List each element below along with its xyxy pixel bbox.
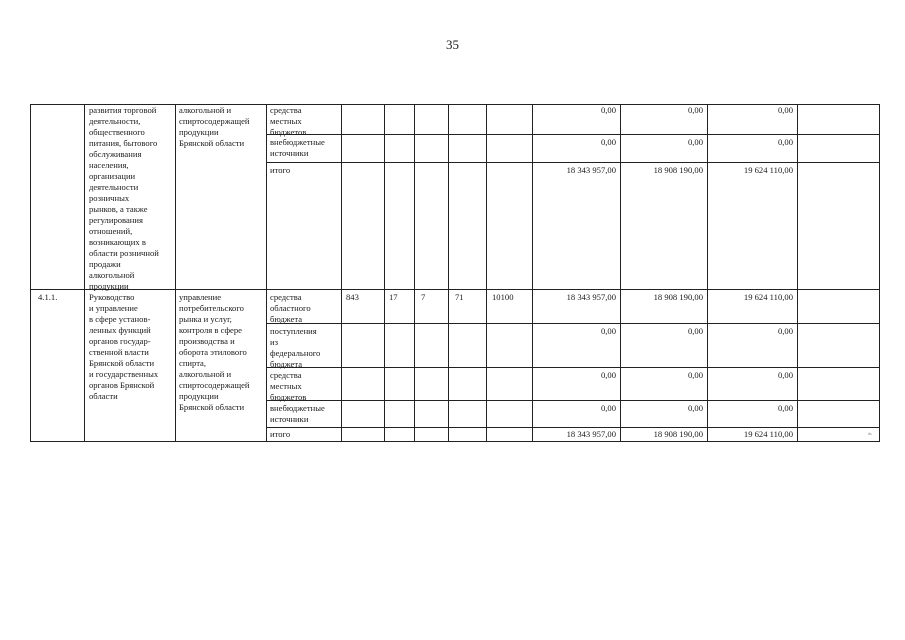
amount-year1: 0,00 [600, 403, 616, 413]
col-divider [384, 104, 385, 442]
col-divider [84, 104, 85, 442]
col-divider [414, 104, 415, 442]
col-divider [30, 104, 31, 442]
amount-year3: 19 624 110,00 [743, 165, 793, 175]
funding-source-cell: внебюджетные источники [270, 403, 325, 424]
funding-source-cell: средства местных бюджетов [270, 105, 307, 137]
subsection-code: 7 [421, 292, 426, 302]
row-divider [266, 427, 879, 428]
amount-year3: 0,00 [777, 137, 793, 147]
measure-name-cell: Руководство и управление в сфере установ- ленных функций органов государ- ственной власти Брянской области и государственных органов Брянской области [89, 292, 159, 401]
funding-source-cell: итого [270, 429, 291, 439]
col-divider [266, 104, 267, 442]
funding-source-cell: средства местных бюджетов [270, 370, 307, 402]
row-divider [266, 367, 879, 368]
row-divider [266, 323, 879, 324]
funding-source-cell: средства областного бюджета [270, 292, 311, 324]
expense-type-code: 10100 [492, 292, 514, 302]
page-number: 35 [446, 37, 459, 52]
funding-source-cell: внебюджетные источники [270, 137, 325, 158]
amount-year3: 19 624 110,00 [743, 429, 793, 439]
amount-year1: 0,00 [600, 137, 616, 147]
executor-cell: управление потребительского рынка и услуг, контроля в сфере производства и оборота этилового спирта, алкогольной и спиртосодержащей продукции Брянской области [179, 292, 250, 412]
amount-year2: 0,00 [687, 370, 703, 380]
grbs-code: 843 [346, 292, 359, 302]
funding-source-cell: поступления из федерального бюджета [270, 326, 321, 369]
amount-year2: 0,00 [687, 105, 703, 115]
amount-year2: 0,00 [687, 403, 703, 413]
row-divider [266, 134, 879, 135]
amount-year1: 0,00 [600, 326, 616, 336]
target-article-code: 71 [455, 292, 464, 302]
col-divider [879, 104, 880, 442]
col-divider [707, 104, 708, 442]
amount-year3: 0,00 [777, 326, 793, 336]
section-code: 17 [389, 292, 398, 302]
col-divider [620, 104, 621, 442]
amount-year1: 0,00 [600, 105, 616, 115]
amount-year1: 18 343 957,00 [566, 165, 616, 175]
col-divider [448, 104, 449, 442]
amount-year3: 0,00 [777, 370, 793, 380]
amount-year3: 0,00 [777, 105, 793, 115]
funding-source-cell: итого [270, 165, 291, 175]
amount-year2: 0,00 [687, 326, 703, 336]
col-divider [797, 104, 798, 442]
row-divider [30, 441, 879, 442]
amount-year2: 18 908 190,00 [653, 429, 703, 439]
row-divider [266, 162, 879, 163]
amount-year2: 0,00 [687, 137, 703, 147]
col-divider [486, 104, 487, 442]
col-divider [341, 104, 342, 442]
col-divider [532, 104, 533, 442]
col-divider [175, 104, 176, 442]
closing-quote-mark: ». [868, 431, 873, 437]
item-code-cell: 4.1.1. [38, 292, 58, 302]
amount-year3: 19 624 110,00 [743, 292, 793, 302]
amount-year1: 0,00 [600, 370, 616, 380]
amount-year2: 18 908 190,00 [653, 165, 703, 175]
executor-cell: алкогольной и спиртосодержащей продукции Брянской области [179, 105, 250, 148]
amount-year1: 18 343 957,00 [566, 429, 616, 439]
amount-year3: 0,00 [777, 403, 793, 413]
row-divider [266, 400, 879, 401]
measure-name-cell: развития торговой деятельности, общественного питания, бытового обслуживания населения, организации деятельности розничных рынков, а также регулирования отношений, возникающих в области розничной продажи алкогольной продукции [89, 105, 159, 291]
amount-year2: 18 908 190,00 [653, 292, 703, 302]
amount-year1: 18 343 957,00 [566, 292, 616, 302]
